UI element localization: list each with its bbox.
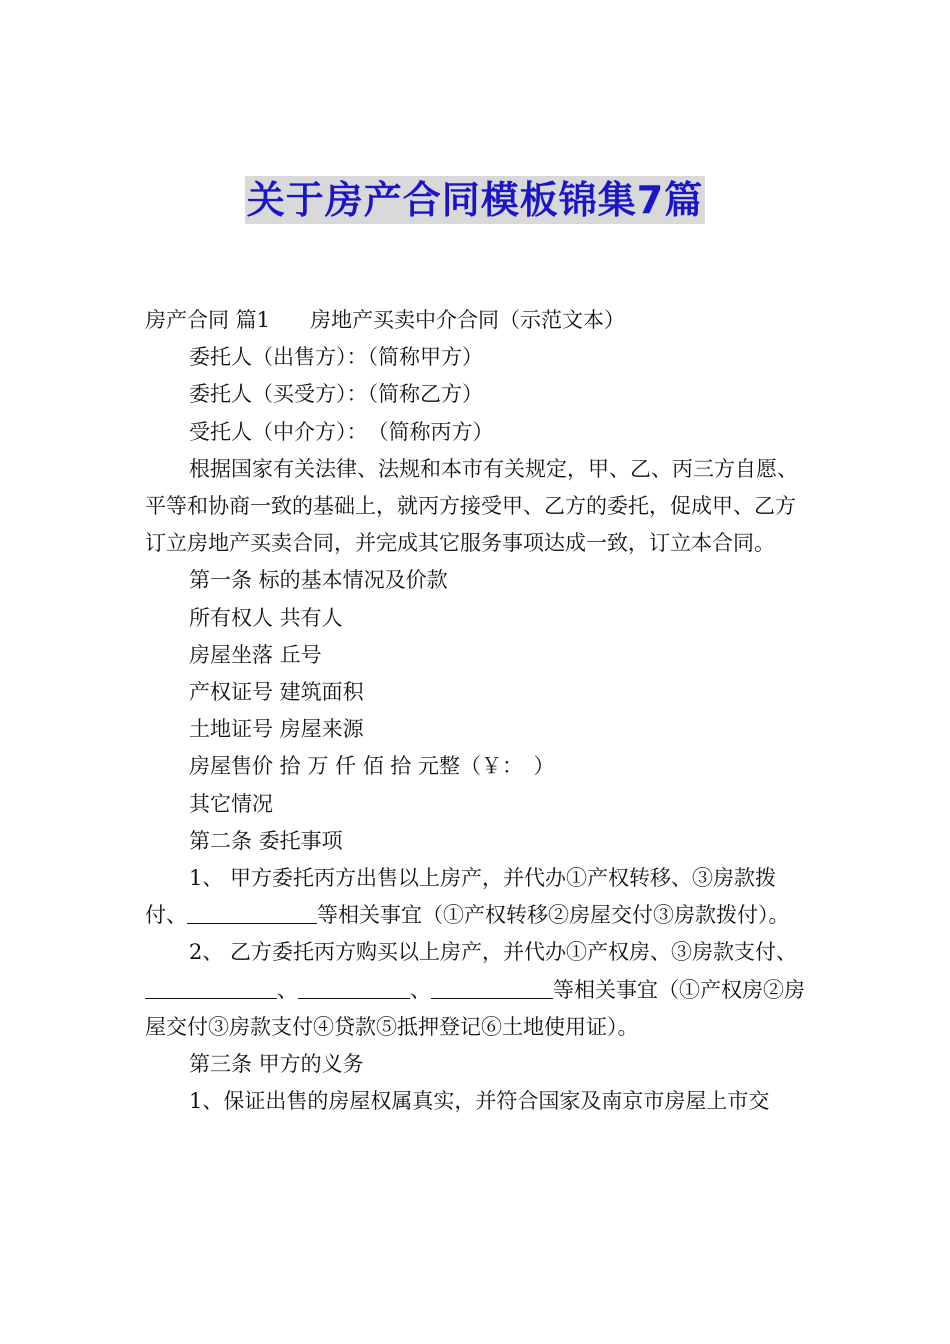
contract-name: 房地产买卖中介合同（示范文本） [310,308,626,332]
article1-price: 房屋售价 拾 万 仟 佰 拾 元整（￥： ） [189,754,555,779]
article2-item1 [145,860,810,934]
article1-other: 其它情况 [189,791,273,816]
article1-location: 房屋坐落 丘号 [189,642,322,667]
fill-blank [431,978,553,999]
contract-heading [145,302,810,339]
fill-blank [298,978,410,999]
document-title: 关于房产合同模板锦集7篇 [246,178,704,222]
title-container [0,176,950,224]
preamble-paragraph: 根据国家有关法律、法规和本市有关规定，甲、乙、丙三方自愿、平等和协商一致的基础上，就丙方接受甲、乙方的委托，促成甲、乙方订立房地产买卖合同，并完成其它服务事项达成一致，订立本合同。 [145,456,798,556]
article1-cert: 产权证号 建筑面积 [189,680,364,705]
article1-owner: 所有权人 共有人 [189,605,343,630]
item2-separator: 、 [410,977,431,1002]
party-buyer: 委托人（买受方）：（简称乙方） [189,382,483,407]
article3-item1: 1、保证出售的房屋权属真实，并符合国家及南京市房屋上市交 [189,1089,770,1114]
article-number: 房产合同 篇1 [145,308,271,332]
article1-heading: 第一条 标的基本情况及价款 [189,568,448,593]
article1-land: 土地证号 房屋来源 [189,717,364,742]
party-seller: 委托人（出售方）：（简称甲方） [189,345,483,370]
party-agent: 受托人（中介方）： （简称丙方） [189,419,494,444]
item2-separator: 、 [277,977,298,1002]
fill-blank [145,978,277,999]
item2-text-post: 等相关事宜（①产权房②房屋交付③房款支付④贷款⑤抵押登记⑥土地使用证）。 [145,977,805,1039]
article2-heading: 第二条 委托事项 [189,828,343,853]
article3-heading: 第三条 甲方的义务 [189,1052,364,1077]
item1-text-pre: 1、 甲方委托丙方出售以上房产，并代办①产权转移、③房款拨付、 [145,866,777,928]
item1-text-post: 等相关事宜（①产权转移②房屋交付③房款拨付）。 [317,903,790,928]
fill-blank [187,903,317,924]
article2-item2 [145,934,810,1046]
item2-text-pre: 2、 乙方委托丙方购买以上房产，并代办①产权房、③房款支付、 [189,940,798,965]
document-body [145,302,810,1120]
